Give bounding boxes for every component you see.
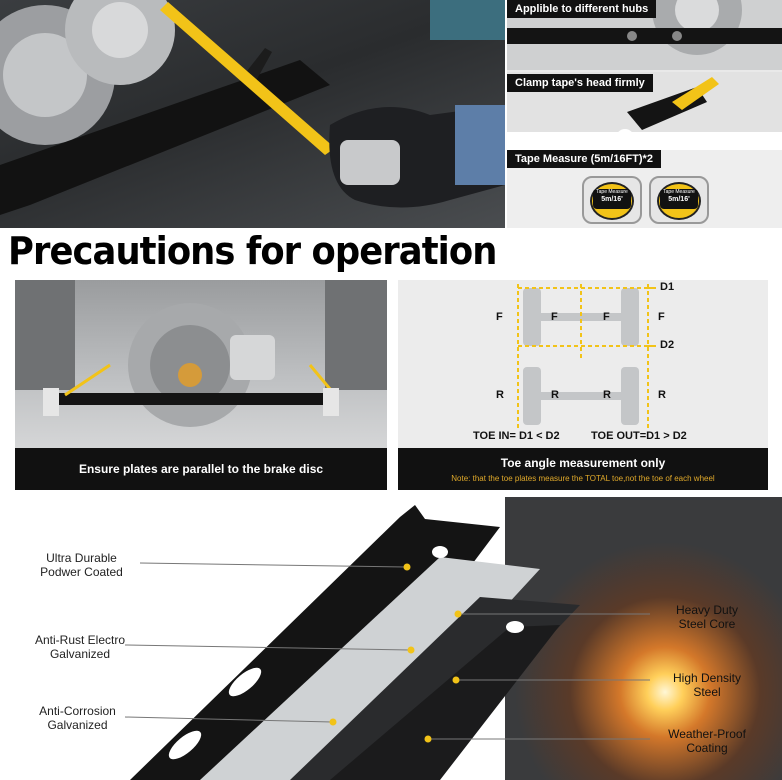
toe-label-d1: D1 (660, 281, 675, 293)
label-weather-proof (652, 727, 762, 755)
toe-diagram (398, 280, 768, 448)
toe-front-label-4: F (658, 311, 665, 323)
toe-out-formula: TOE OUT=D1 > D2 (591, 430, 687, 442)
toe-rear-label-4: R (658, 389, 666, 401)
brake-disc-panel (15, 280, 387, 490)
toe-front-label-2: F (551, 311, 558, 323)
label-steel-core-line1: Heavy Duty (675, 603, 739, 617)
label-steel-core-line2: Steel Core (678, 617, 736, 631)
tape-measuring-illustration (0, 0, 505, 228)
label-high-density-line2: Steel (693, 685, 721, 699)
toe-rear-label-2: R (551, 389, 559, 401)
caption-applicable-hubs: Applible to different hubs (507, 0, 656, 18)
label-corrosion-galvanized (20, 704, 135, 732)
label-steel-core (652, 603, 762, 631)
hub-detail-panel (507, 0, 782, 70)
toe-measurement-panel (398, 280, 768, 490)
label-electro-line1: Anti-Rust Electro (34, 633, 126, 647)
toe-in-formula: TOE IN= D1 < D2 (473, 430, 560, 442)
toe-label-d2: D2 (660, 339, 675, 351)
caption-clamp-tape: Clamp tape's head firmly (507, 74, 653, 92)
tape-measure-unit-1 (582, 176, 642, 224)
caption-tape-measure: Tape Measure (5m/16FT)*2 (507, 150, 661, 168)
label-weather-proof-line1: Weather-Proof (668, 727, 746, 741)
label-powder-line2: Podwer Coated (40, 565, 123, 579)
label-corrosion-line2: Galvanized (47, 718, 108, 732)
toe-plate-bar (55, 393, 325, 405)
top-right-detail-panels (507, 0, 782, 228)
toe-panel-note: Note: that the toe plates measure the TOTAL toe,not the toe of each wheel (451, 474, 715, 483)
top-photo-tape-measuring (0, 0, 505, 228)
tape-face-title-1: Tape Measure (596, 189, 628, 195)
label-corrosion-line1: Anti-Corrosion (39, 704, 116, 718)
page-heading: Precautions for operation (8, 229, 497, 273)
label-powder-coated (24, 551, 139, 579)
clamp-detail-panel (507, 72, 782, 150)
label-weather-proof-line2: Coating (686, 741, 728, 755)
tape-face-title-2: Tape Measure (663, 189, 695, 195)
tape-face-size-1: 5m/16' (601, 196, 623, 203)
tape-measure-unit-2 (649, 176, 709, 224)
materials-section (0, 497, 782, 780)
tape-face-size-2: 5m/16' (668, 196, 690, 203)
label-powder-line1: Ultra Durable (46, 551, 117, 565)
toe-front-label-3: F (603, 311, 610, 323)
brake-panel-caption: Ensure plates are parallel to the brake disc (78, 462, 324, 476)
tape-detail-panel (507, 150, 782, 228)
brake-disc-illustration (15, 280, 387, 448)
toe-rear-label-3: R (603, 389, 611, 401)
toe-rear-label-1: R (496, 389, 504, 401)
label-electro-line2: Galvanized (49, 647, 111, 661)
label-high-density-line1: High Density (672, 671, 742, 685)
label-high-density (652, 671, 762, 699)
toe-panel-caption: Toe angle measurement only (500, 456, 666, 470)
brake-disc-photo (15, 280, 387, 448)
toe-diagram-lines (398, 280, 768, 448)
toe-front-label-1: F (496, 311, 503, 323)
label-electro-galvanized (20, 633, 140, 661)
